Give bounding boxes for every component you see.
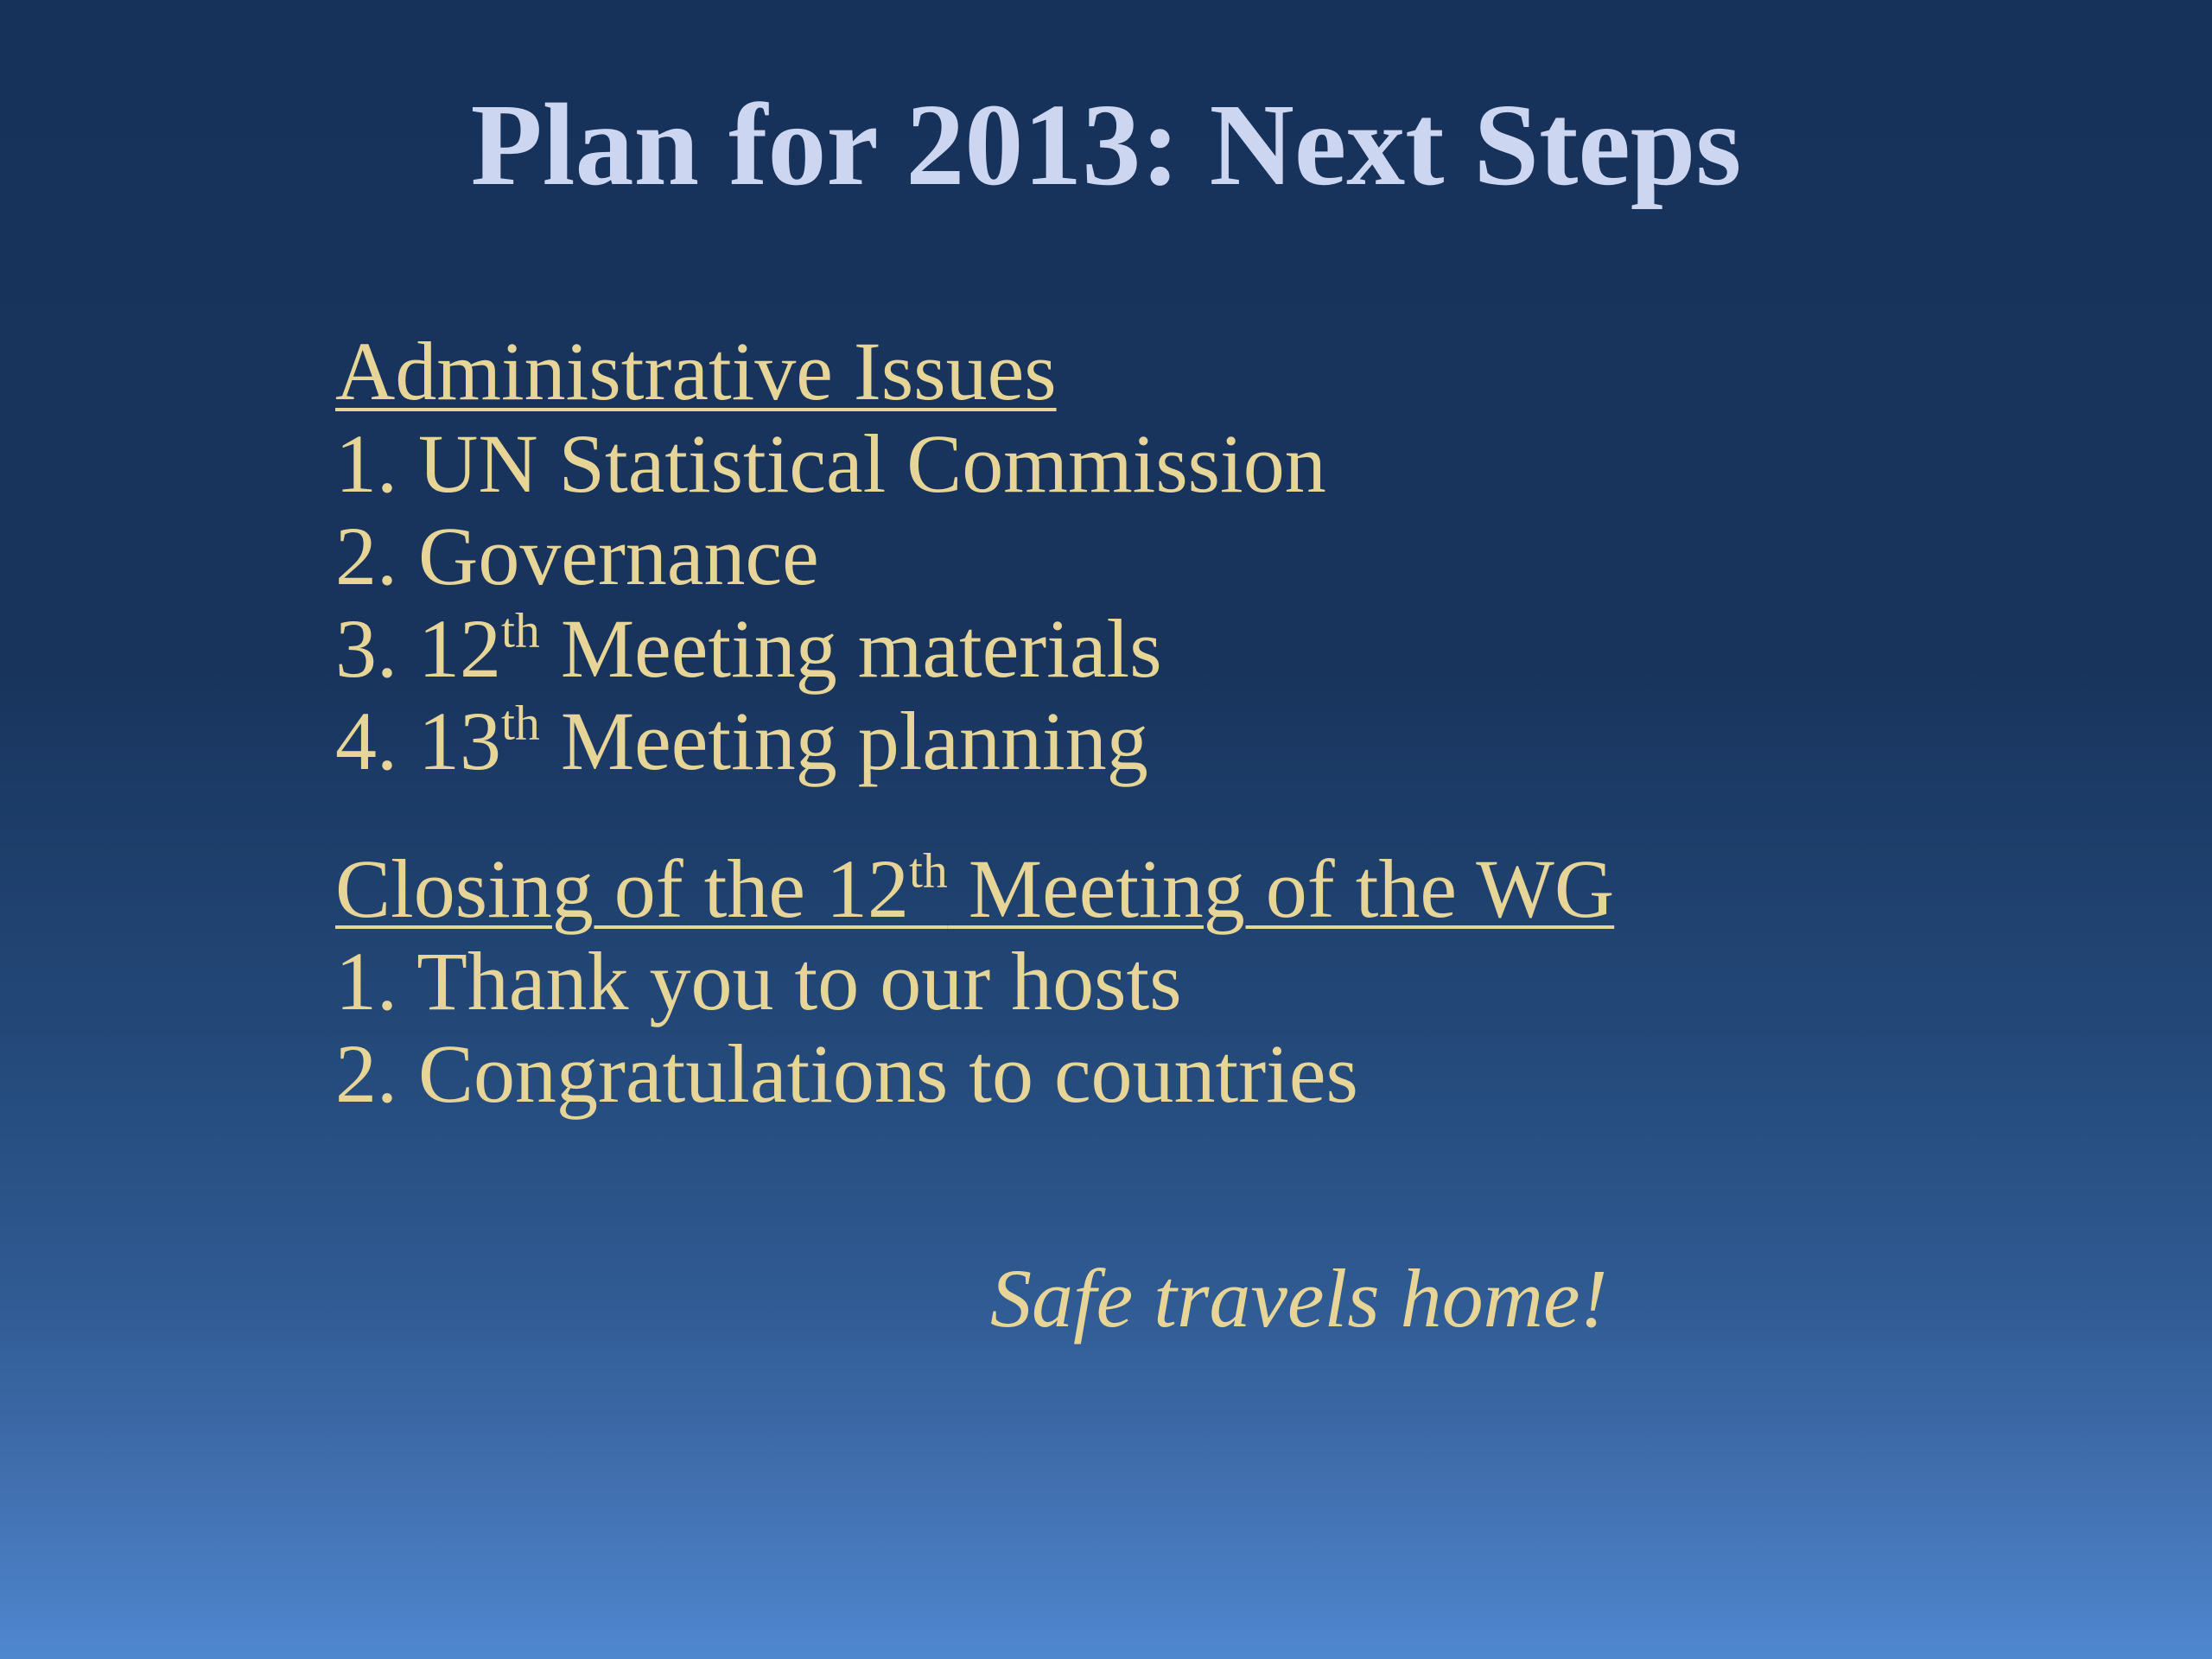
list-item: 3. 12th Meeting materials [335,602,1162,695]
list-item: 1. Thank you to our hosts [335,935,1182,1027]
list-item: 1. UN Statistical Commission [335,417,1326,510]
section-heading-administrative: Administrative Issues [335,325,1057,417]
closing-note: Safe travels home! [990,1252,1608,1344]
ordinal-suffix: th [908,843,948,899]
ordinal-suffix: th [501,603,540,658]
slide-body [335,325,1614,1120]
section-heading-closing: Closing of the 12th Meeting of the WG [335,842,1615,935]
list-item: 2. Governance [335,510,819,602]
list-item: 2. Congratulations to countries [335,1027,1358,1120]
list-item: 4. 13th Meeting planning [335,695,1148,787]
slide-title: Plan for 2013: Next Steps [470,80,1742,210]
ordinal-suffix: th [501,696,540,751]
section-spacer [335,787,1614,842]
